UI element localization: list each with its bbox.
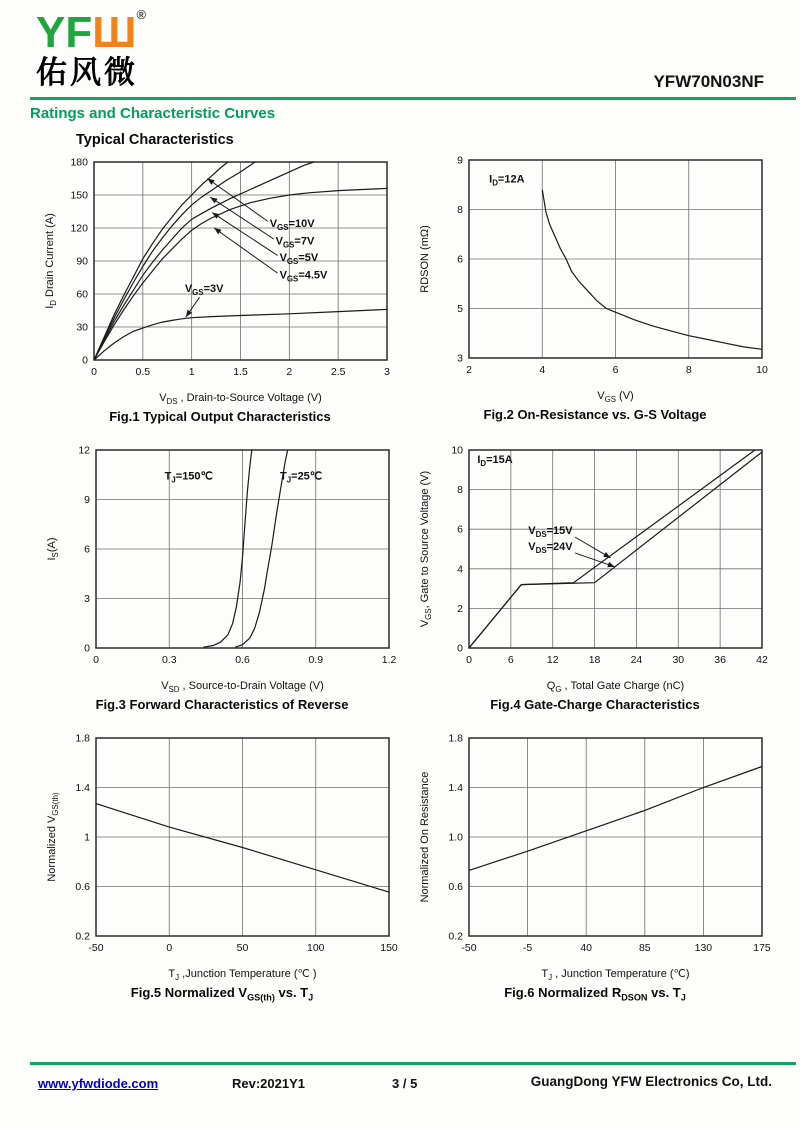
- fig3-caption: Fig.3 Forward Characteristics of Reverse: [95, 697, 349, 712]
- svg-text:9: 9: [84, 494, 90, 506]
- logo-wordmark: [36, 8, 146, 55]
- svg-text:1.2: 1.2: [381, 654, 397, 666]
- svg-text:-50: -50: [461, 942, 477, 954]
- x-axis-label: $T_J$ , Junction Temperature (℃): [541, 968, 690, 982]
- curve-id=12a: [542, 190, 762, 350]
- svg-text:3: 3: [84, 593, 90, 605]
- fig5-normalized-vgsth-chart: [42, 726, 402, 1003]
- gridlines: [96, 738, 389, 936]
- fig6-normalized-rdson-chart: [415, 726, 775, 1003]
- annotation-label: $V_{GS}=3V$: [184, 282, 224, 297]
- curve-vds=24v: [469, 452, 762, 648]
- svg-text:0: 0: [466, 654, 472, 666]
- fig4-caption: Fig.4 Gate-Charge Characteristics: [490, 697, 700, 712]
- curves: [469, 450, 762, 648]
- svg-text:18: 18: [588, 654, 601, 666]
- svg-text:40: 40: [580, 942, 593, 954]
- svg-text:85: 85: [638, 942, 651, 954]
- section-title: Ratings and Characteristic Curves: [30, 105, 276, 122]
- annotation-label: $T_J=150℃$: [164, 470, 213, 485]
- svg-text:50: 50: [236, 942, 249, 954]
- annotation-label: $V_{GS}=5V$: [279, 252, 319, 266]
- svg-text:-5: -5: [522, 942, 533, 954]
- svg-text:0.2: 0.2: [75, 930, 90, 943]
- logo-w-glyph: Ш: [92, 8, 137, 57]
- fig6-caption: Fig.6 Normalized $R_{DSON}$ vs. $T_J$: [504, 985, 686, 1003]
- svg-text:0.6: 0.6: [448, 881, 463, 893]
- x-axis-label: $T_J$ ,Junction Temperature (℃ ): [168, 968, 317, 982]
- company-logo: [36, 8, 146, 88]
- curves: [469, 767, 762, 871]
- svg-text:36: 36: [714, 654, 726, 666]
- y-axis-label: Normalized $V_{GS(th)}$: [46, 792, 60, 882]
- curves: [542, 190, 762, 350]
- svg-text:12: 12: [546, 654, 559, 666]
- svg-text:1.4: 1.4: [448, 782, 463, 794]
- svg-text:0.3: 0.3: [161, 654, 177, 666]
- part-number: YFW70N03NF: [653, 72, 764, 91]
- svg-text:24: 24: [630, 654, 643, 666]
- tick-labels: [75, 733, 398, 955]
- fig3-canvas: [42, 438, 402, 696]
- svg-text:30: 30: [76, 321, 88, 334]
- fig2-canvas: [415, 148, 775, 406]
- svg-text:0: 0: [82, 354, 88, 367]
- svg-text:1.8: 1.8: [448, 732, 463, 745]
- fig4-gate-charge-chart: [415, 438, 775, 712]
- annotation-label: $V_{GS}=4.5V$: [279, 269, 328, 284]
- svg-text:2: 2: [457, 602, 463, 615]
- annotations: [165, 471, 323, 485]
- svg-text:6: 6: [457, 523, 463, 536]
- fig6-canvas: [415, 726, 775, 984]
- header-divider: [30, 97, 796, 100]
- fig2-caption: Fig.2 On-Resistance vs. G-S Voltage: [483, 407, 707, 422]
- tick-labels: [70, 157, 390, 379]
- gridlines: [469, 738, 762, 936]
- tick-labels: [78, 445, 396, 667]
- svg-text:120: 120: [70, 222, 88, 235]
- svg-text:1: 1: [84, 831, 90, 844]
- y-axis-label: RDSON (mΩ): [419, 225, 431, 293]
- svg-text:-50: -50: [88, 942, 104, 954]
- svg-text:4: 4: [539, 364, 546, 376]
- svg-text:0.6: 0.6: [75, 881, 90, 893]
- annotation-arrowhead: [603, 552, 610, 558]
- subsection-title: Typical Characteristics: [76, 132, 234, 148]
- svg-text:1.0: 1.0: [448, 831, 463, 844]
- annotation-arrowhead: [212, 213, 219, 219]
- svg-text:3: 3: [384, 366, 390, 378]
- fig5-caption: Fig.5 Normalized $V_{GS(th)}$ vs. $T_J$: [130, 985, 314, 1003]
- svg-text:0.2: 0.2: [448, 930, 463, 943]
- annotation-label: $V_{GS}=10V$: [269, 217, 315, 232]
- gridlines: [469, 450, 762, 648]
- fig5-canvas: [42, 726, 402, 984]
- svg-text:6: 6: [507, 654, 514, 666]
- svg-text:130: 130: [694, 942, 713, 954]
- annotation-arrowhead: [214, 228, 221, 234]
- annotations: [185, 179, 328, 318]
- gridlines: [469, 160, 762, 358]
- fig1-canvas: [40, 150, 400, 408]
- page-number: 3 / 5: [392, 1076, 418, 1091]
- curve-normalized-rdson: [469, 767, 762, 871]
- annotation-label: $V_{DS}=15V$: [528, 525, 573, 540]
- annotations: [489, 173, 524, 187]
- svg-text:60: 60: [76, 288, 88, 301]
- annotation-label: $I_D=12A$: [489, 173, 525, 188]
- svg-text:0: 0: [91, 366, 97, 378]
- svg-text:100: 100: [306, 942, 325, 954]
- x-axis-label: $V_{DS}$ , Drain-to-Source Voltage (V): [159, 392, 322, 406]
- svg-text:0.6: 0.6: [235, 654, 250, 666]
- svg-text:180: 180: [70, 156, 88, 169]
- svg-text:2: 2: [466, 364, 472, 376]
- registered-trademark-icon: ®: [136, 7, 147, 22]
- x-axis-label: $V_{SD}$ , Source-to-Drain Voltage (V): [161, 680, 324, 694]
- svg-text:9: 9: [457, 154, 463, 167]
- svg-text:8: 8: [685, 364, 692, 376]
- annotation-label: $T_J=25℃$: [280, 470, 323, 485]
- y-axis-label: Normalized On Resistance: [419, 771, 431, 903]
- svg-text:30: 30: [672, 654, 685, 666]
- svg-text:150: 150: [70, 189, 88, 202]
- company-name: GuangDong YFW Electronics Co, Ltd.: [530, 1074, 772, 1089]
- footer-divider: [30, 1062, 796, 1065]
- annotation-arrowhead: [186, 310, 192, 317]
- curves: [203, 450, 287, 647]
- y-axis-label: $V_{GS}$, Gate to Source Voltage (V): [419, 470, 433, 628]
- tick-labels: [448, 733, 771, 955]
- svg-text:1.5: 1.5: [233, 366, 248, 378]
- x-axis-label: $Q_G$ , Total Gate Charge (nC): [546, 680, 685, 694]
- svg-text:150: 150: [380, 942, 398, 954]
- annotation-arrowhead: [207, 179, 214, 185]
- svg-text:1: 1: [188, 366, 195, 378]
- y-axis-label: $I_S(A)$: [46, 537, 60, 561]
- annotation-label: $I_D=15A$: [477, 453, 513, 468]
- svg-text:0.5: 0.5: [135, 366, 151, 378]
- annotation-arrowhead: [607, 562, 615, 567]
- x-axis-label: $V_{GS}$ (V): [597, 390, 634, 404]
- svg-text:2.5: 2.5: [330, 366, 346, 378]
- svg-text:10: 10: [756, 364, 768, 376]
- svg-text:42: 42: [756, 654, 768, 666]
- svg-text:6: 6: [457, 253, 463, 266]
- svg-text:1.8: 1.8: [75, 732, 90, 745]
- plot-border: [469, 450, 762, 648]
- svg-text:5: 5: [457, 303, 463, 315]
- svg-text:0: 0: [84, 642, 90, 655]
- svg-text:6: 6: [612, 364, 619, 376]
- fig2-on-resistance-chart: [415, 148, 775, 422]
- website-link[interactable]: www.yfwdiode.com: [38, 1076, 159, 1091]
- curve-vds=15v: [469, 450, 755, 648]
- svg-text:0: 0: [166, 942, 173, 954]
- svg-text:12: 12: [78, 444, 90, 457]
- annotation-label: $V_{GS}=7V$: [275, 235, 315, 250]
- svg-text:10: 10: [451, 444, 463, 457]
- annotation-arrowhead: [210, 197, 217, 203]
- svg-text:8: 8: [457, 484, 463, 497]
- svg-text:4: 4: [457, 563, 463, 576]
- fig1-caption: Fig.1 Typical Output Characteristics: [109, 409, 331, 424]
- svg-text:175: 175: [753, 942, 771, 954]
- fig4-canvas: [415, 438, 775, 696]
- revision-label: Rev:2021Y1: [232, 1076, 305, 1091]
- svg-text:0: 0: [93, 654, 99, 666]
- svg-text:8: 8: [457, 204, 463, 216]
- svg-text:1.4: 1.4: [75, 782, 90, 794]
- svg-text:0.9: 0.9: [308, 654, 324, 666]
- fig3-forward-characteristics-chart: [42, 438, 402, 712]
- svg-text:0: 0: [457, 642, 463, 655]
- svg-text:90: 90: [76, 255, 88, 268]
- svg-text:3: 3: [457, 352, 463, 365]
- fig1-output-characteristics-chart: [40, 150, 400, 424]
- logo-yf-text: YF: [36, 8, 93, 57]
- logo-chinese-text: 佑风微: [36, 55, 138, 90]
- annotation-label: $V_{DS}=24V$: [528, 540, 573, 555]
- svg-text:2: 2: [286, 366, 293, 378]
- svg-text:6: 6: [84, 543, 90, 556]
- y-axis-label: $I_D$ Drain Current (A): [44, 213, 58, 309]
